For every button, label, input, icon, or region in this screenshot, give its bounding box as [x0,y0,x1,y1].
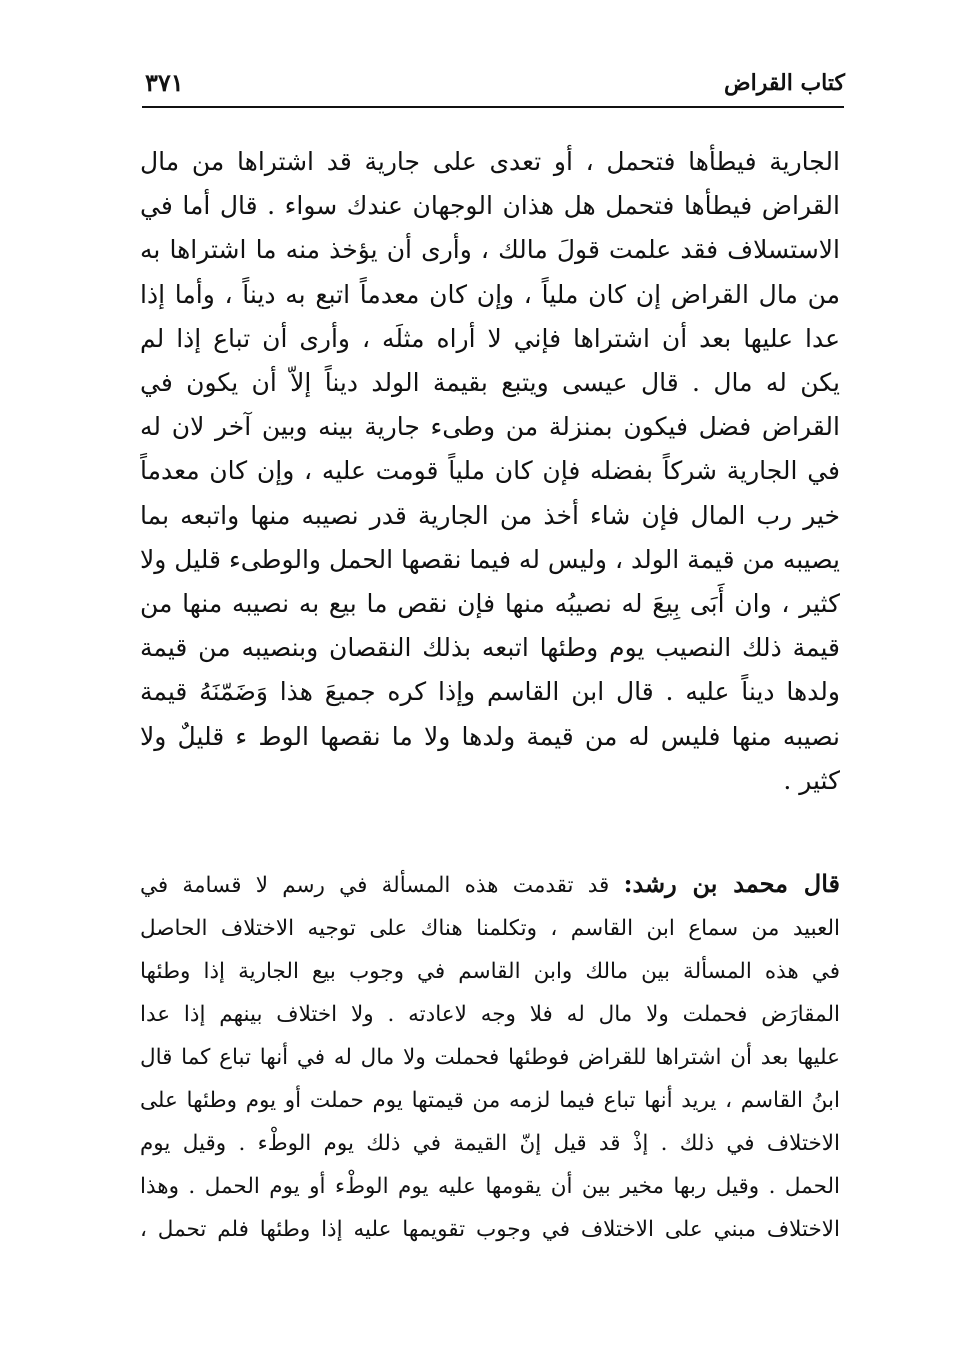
main-text-block [140,140,840,803]
page-header [145,62,845,112]
text-line: المقارَض فحملت ولا مال له فلا وجه لاعادته . ولا اختلاف بينهم إذا عدا [140,1002,840,1027]
header-rule [142,106,844,108]
text-line: القراض فضل فيكون بمنزلة من وطىء جارية بينه وبين آخر لان له [140,412,840,442]
text-line: يكن له مال . قال عيسى ويتبع بقيمة الولد ديناً إلاّ أن يكون في [140,368,840,398]
text-line: يصيبه من قيمة الولد ، وليس له فيما نقصها الحمل والوطىء قليل ولا [140,544,840,574]
text-line: الاستسلاف فقد علمت قولَ مالك ، وأرى أن يؤخذ منه ما اشتراها به [140,235,840,265]
text-line: كثير . [783,765,840,795]
commentary-block [140,862,840,1251]
text-line: العبيد من سماع ابن القاسم ، وتكلمنا هناك على توجيه الاختلاف الحاصل [140,916,840,941]
text-line: الحمل . وقيل ربها مخير بين أن يقومها عليه يوم الوطْء أو يوم الحمل . وهذا [140,1174,840,1199]
running-title: كتاب القراض [724,70,845,96]
text-line: نصيبه منها فليس له من قيمة ولدها ولا ما نقصها الوط ء قليلٌ ولا [140,721,840,751]
text-line: ابنُ القاسم ، يريد أنها تباع فيما لزمه من قيمتها يوم حملت أو يوم وطئها على [140,1088,840,1113]
text-line: عليها بعد أن اشتراها للقراض فوطئها فحملت ولا مال له في أنها تباع كما قال [140,1045,840,1070]
text-line: عدا عليها بعد أن اشتراها فإني لا أراه مثلَه ، وأرى أن تباع إذا لم [140,323,840,353]
text-line: القراض فيطأها فتحمل هل هذان الوجهان عندك سواء . قال أما في [140,191,840,221]
text-line: الجارية فيطأها فتحمل ، أو تعدى على جارية قد اشتراها من مال [140,147,840,176]
text-line: من مال القراض إن كان ملياً ، وإن كان معدماً اتبع به ديناً ، وأما إذا [140,279,840,309]
text-line: في هذه المسألة بين مالك وابن القاسم في وجوب بيع الجارية إذا وطئها [140,959,840,984]
text-line: الاختلاف مبني على الاختلاف في وجوب تقويمها عليه إذا وطئها فلم تحمل ، [140,1217,840,1242]
text-line: ولدها ديناً عليه . قال ابن القاسم وإذا كره جميعَ هذا وَضَمّنَهُ قيمة [140,677,840,707]
commentary-first-text: قد تقدمت هذه المسألة في رسم لا قسامة في [140,873,610,898]
speaker-label: قال محمد بن رشد: [623,869,840,898]
text-line: كثير ، وان أَبَى بِيعَ له نصيبُه منها فإن نقص ما بيع به نصيبه منها من [140,589,840,619]
page-number: ٣٧١ [145,68,184,97]
text-line: خير رب المال فإن شاء أخذ من الجارية قدر نصيبه منها واتبعه بما [140,500,840,530]
text-line: في الجارية شركاً بفضله فإن كان ملياً قومت عليه ، وإن كان معدماً [140,456,840,486]
text-line: الاختلاف في ذلك . إذْ قد قيل إنّ القيمة في ذلك يوم الوطْء . وقيل يوم [140,1131,840,1156]
text-line: قيمة ذلك النصيب يوم وطئها اتبعه بذلك النقصان وبنصيبه من قيمة [140,633,840,663]
commentary-first-line [140,862,840,907]
